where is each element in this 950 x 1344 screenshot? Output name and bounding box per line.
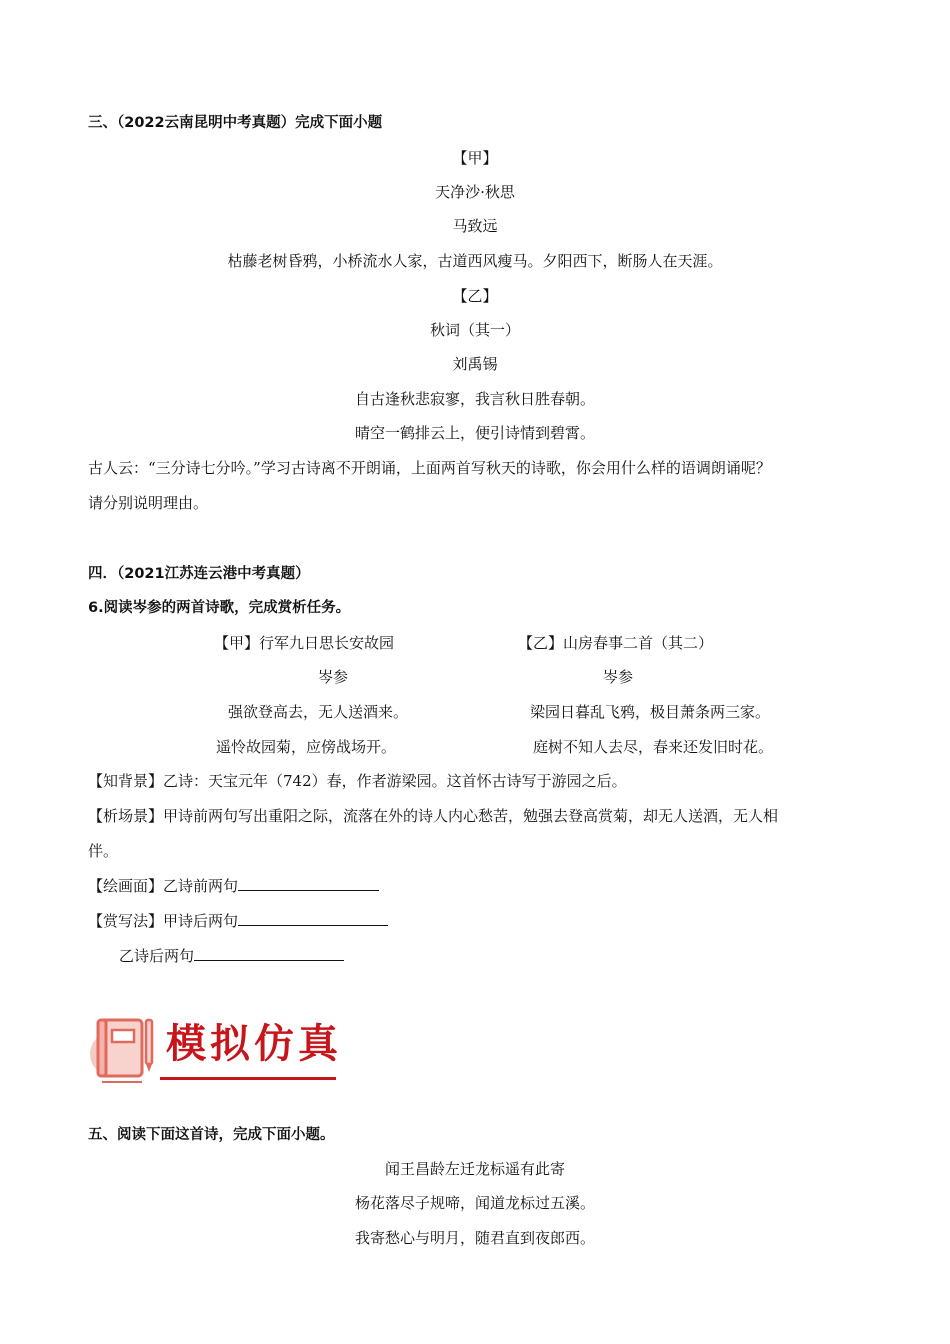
banner-underline	[160, 1077, 336, 1080]
appreciate-task-label: 【赏写法】甲诗后两句	[88, 912, 239, 930]
poem-yi-author: 岑参	[603, 668, 634, 686]
poem-line: 杨花落尽子规啼，闻道龙标过五溪。	[354, 1194, 595, 1212]
poem-jia-line: 遥怜故园菊，应傍战场开。	[216, 738, 397, 756]
appreciate-task-label: 乙诗后两句	[119, 947, 195, 965]
answer-blank[interactable]	[238, 911, 388, 926]
answer-blank[interactable]	[238, 876, 379, 891]
poem-jia-title: 天净沙·秋思	[435, 183, 515, 201]
analysis-text: 伴。	[88, 842, 119, 860]
poem-line: 我寄愁心与明月，随君直到夜郎西。	[354, 1229, 595, 1247]
draw-task	[88, 876, 379, 896]
analysis-text: 【析场景】甲诗前两句写出重阳之际，流落在外的诗人内心愁苦，勉强去登高赏菊，却无人送酒，无人相	[88, 807, 779, 825]
poem-yi-label: 【乙】	[452, 287, 498, 305]
background-text: 【知背景】乙诗：天宝元年（742）春，作者游梁园。这首怀古诗写于游园之后。	[88, 772, 627, 790]
question-text: 古人云：“三分诗七分吟。”学习古诗离不开朗诵，上面两首写秋天的诗歌，你会用什么样的语调朗诵呢？	[88, 459, 771, 477]
poem-jia-author: 岑参	[318, 668, 349, 686]
poem-jia-author: 马致远	[452, 217, 498, 235]
section5-heading: 五、阅读下面这首诗，完成下面小题。	[88, 1127, 335, 1143]
poem-yi-line: 庭树不知人去尽，春来还发旧时花。	[533, 738, 774, 756]
poem-jia-text: 枯藤老树昏鸦，小桥流水人家，古道西风瘦马。夕阳西下，断肠人在天涯。	[227, 252, 723, 270]
section4-heading: 四．（2021江苏连云港中考真题）	[88, 566, 310, 582]
poem-jia-line: 强欲登高去，无人送酒来。	[228, 703, 409, 721]
question-heading: 6.阅读岑参的两首诗歌，完成赏析任务。	[88, 600, 351, 616]
poem-yi-line: 晴空一鹤排云上，便引诗情到碧霄。	[354, 424, 595, 442]
section3-heading: 三、（2022云南昆明中考真题）完成下面小题	[88, 115, 383, 131]
poem-jia-label: 【甲】	[452, 149, 498, 167]
appreciate-task	[88, 911, 388, 931]
poem-title: 闻王昌龄左迁龙标遥有此寄	[384, 1160, 565, 1178]
poem-jia-title: 【甲】行军九日思长安故园	[214, 634, 395, 652]
book-icon	[88, 1012, 160, 1084]
draw-task-label: 【绘画面】乙诗前两句	[88, 877, 239, 895]
poem-yi-line: 自古逢秋悲寂寥，我言秋日胜春朝。	[354, 390, 595, 408]
appreciate-task-2	[119, 946, 344, 966]
poem-yi-title: 秋词（其一）	[429, 321, 520, 339]
question-text: 请分别说明理由。	[88, 494, 209, 512]
banner-title: 模拟仿真	[166, 1020, 342, 1067]
answer-blank[interactable]	[194, 946, 344, 961]
poem-yi-title: 【乙】山房春事二首（其二）	[518, 634, 714, 652]
poem-yi-line: 梁园日暮乱飞鸦，极目萧条两三家。	[530, 703, 771, 721]
poem-yi-author: 刘禹锡	[452, 355, 498, 373]
